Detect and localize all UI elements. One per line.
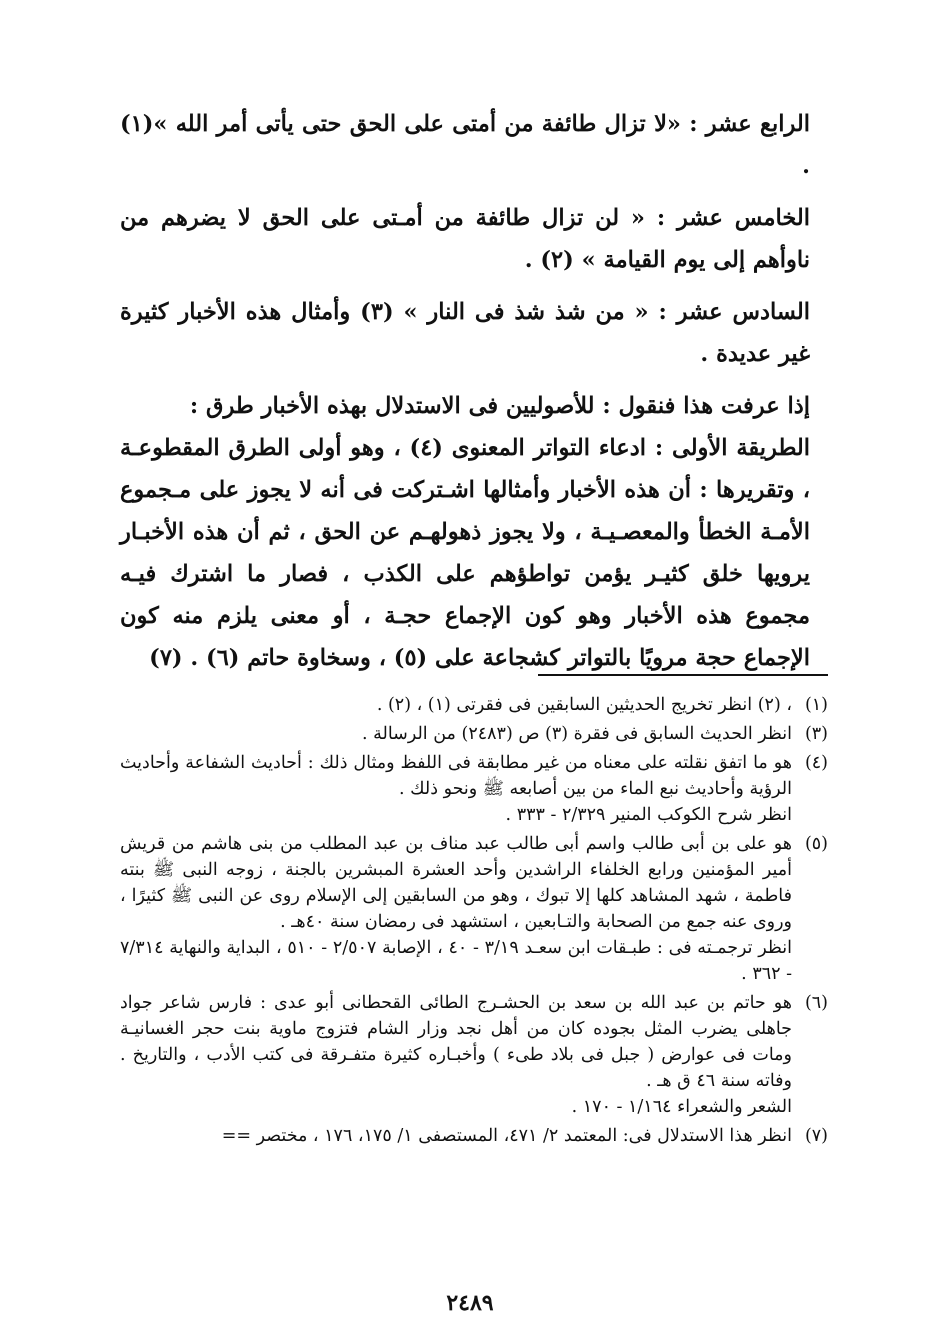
footnote <box>120 721 828 747</box>
footnote-reference: انظر شرح الكوكب المنير ٢/٣٢٩ - ٣٣٣ . <box>505 805 792 825</box>
paragraph-lead: الرابع عشر : <box>689 111 810 137</box>
paragraph-15 <box>120 197 810 281</box>
footnote-text: هو على بن أبى طالب واسم أبى طالب عبد مناف بن عبد المطلب من بنى هاشم من قريش أمير المؤمنين ورابع الخلفاء الراشدين وأحد العشرة المبشرين بالجنة ، زوجه النبى ﷺ بنته فاطمة ، شهد المشاهد كلها إلا تبوك ، وهو من السابقين إلى الإسلام روى عن النبى ﷺ كثيرًا ، وروى عنه جمع من الصحابة والتـابعين ، استشهد فى رمضان سنة ٤٠هـ . <box>120 834 792 932</box>
footnote <box>120 692 828 718</box>
footnote <box>120 831 828 987</box>
page-number: ٢٤٨٩ <box>446 1290 494 1316</box>
footnote-number: (٦) <box>804 993 828 1013</box>
footnote <box>120 750 828 828</box>
paragraph-lead: الطريقة الأولى : <box>654 435 811 461</box>
footnote-number: (٣) <box>804 724 828 744</box>
footnote-separator <box>538 674 828 676</box>
paragraph-lead: الخامس عشر : <box>656 205 811 231</box>
footnote-text: انظر الحديث السابق فى فقرة (٣) ص (٢٤٨٣) من الرسالة . <box>361 724 792 744</box>
footnote-number: (١) <box>804 695 828 715</box>
footnote-text: هو حاتم بن عبد الله بن سعد بن الحشـرج الطائى القحطانى أبو عدى : فارس شاعر جواد جاهلى يضرب المثل بجوده كان من أهل نجد وزار الشام فتزوج ماوية بنت حجر الغسانيـة ومات فى عوارض ( جبل فى بلاد طىء ) وأخبـاره كثيرة متفـرقة فى كتب الأدب ، والتاريخ . وفاته سنة ٤٦ ق هـ . <box>120 993 792 1091</box>
paragraph-text: «لا تزال طائفة من أمتى على الحق حتى يأتى أمر الله »(١) . <box>120 111 810 179</box>
footnote <box>120 990 828 1120</box>
footnote-text: انظر هذا الاستدلال فى: المعتمد ٢/ ٤٧١، المستصفى ١/ ١٧٥، ١٧٦ ، مختصر == <box>221 1126 792 1146</box>
paragraph-text: ادعاء التواتر المعنوى (٤) ، وهو أولى الطرق المقطوعـة ، وتقريرها : أن هذه الأخبار وأمثالها اشـتركت فى أنه لا يجوز على مـجموع الأمـة الخطأ والمعصـيـة ، ولا يجوز ذهولهـم عن الحق ، ثم أن هذه الأخبـار يرويها خلق كثيـر يؤمن تواطؤهم على الكذب ، فصار ما اشترك فيـه مجموع هذه الأخبار وهو كون الإجماع حجـة ، أو معنى يلزم منه كون الإجماع حجة مرويًا بالتواتر كشجاعة على (٥) ، وسخاوة حاتم (٦) . (٧) <box>120 435 810 671</box>
footnote-reference: الشعر والشعراء ١/١٦٤ - ١٧٠ . <box>571 1097 792 1117</box>
footnote-text: ، (٢) انظر تخريج الحديثين السابقين فى فقرتى (١) ، (٢) . <box>376 695 792 715</box>
paragraph-text: « من شذ شذ فى النار » (٣) وأمثال هذه الأخبار كثيرة غير عديدة . <box>120 299 810 367</box>
footnotes <box>120 692 828 1152</box>
paragraph-first-method <box>120 427 810 679</box>
main-text <box>120 103 810 689</box>
footnote-reference: انظر ترجمـته فى : طبـقات ابن سعـد ٣/١٩ - ٤٠ ، الإصابة ٢/٥٠٧ - ٥١٠ ، البداية والنهاية ٧/٣١٤ - ٣٦٢ . <box>120 938 793 984</box>
paragraph-intro-methods <box>120 385 810 427</box>
footnote-number: (٧) <box>804 1126 828 1146</box>
footnote-number: (٥) <box>804 834 828 854</box>
paragraph-16 <box>120 291 810 375</box>
footnote-text: هو ما اتفق نقلته على معناه من غير مطابقة فى اللفظ ومثال ذلك : أحاديث الشفاعة وأحاديث الرؤية وأحاديث نبع الماء من بين أصابعه ﷺ ونحو ذلك . <box>120 753 792 799</box>
footnote-number: (٤) <box>804 753 828 773</box>
paragraph-14 <box>120 103 810 187</box>
footnote <box>120 1123 828 1149</box>
paragraph-text: إذا عرفت هذا فنقول : للأصوليين فى الاستدلال بهذه الأخبار طرق : <box>189 393 810 419</box>
paragraph-lead: السادس عشر : <box>658 299 811 325</box>
paragraph-text: « لن تزال طائفة من أمـتى على الحق لا يضرهم من ناوأهم إلى يوم القيامة » (٢) . <box>120 205 810 273</box>
